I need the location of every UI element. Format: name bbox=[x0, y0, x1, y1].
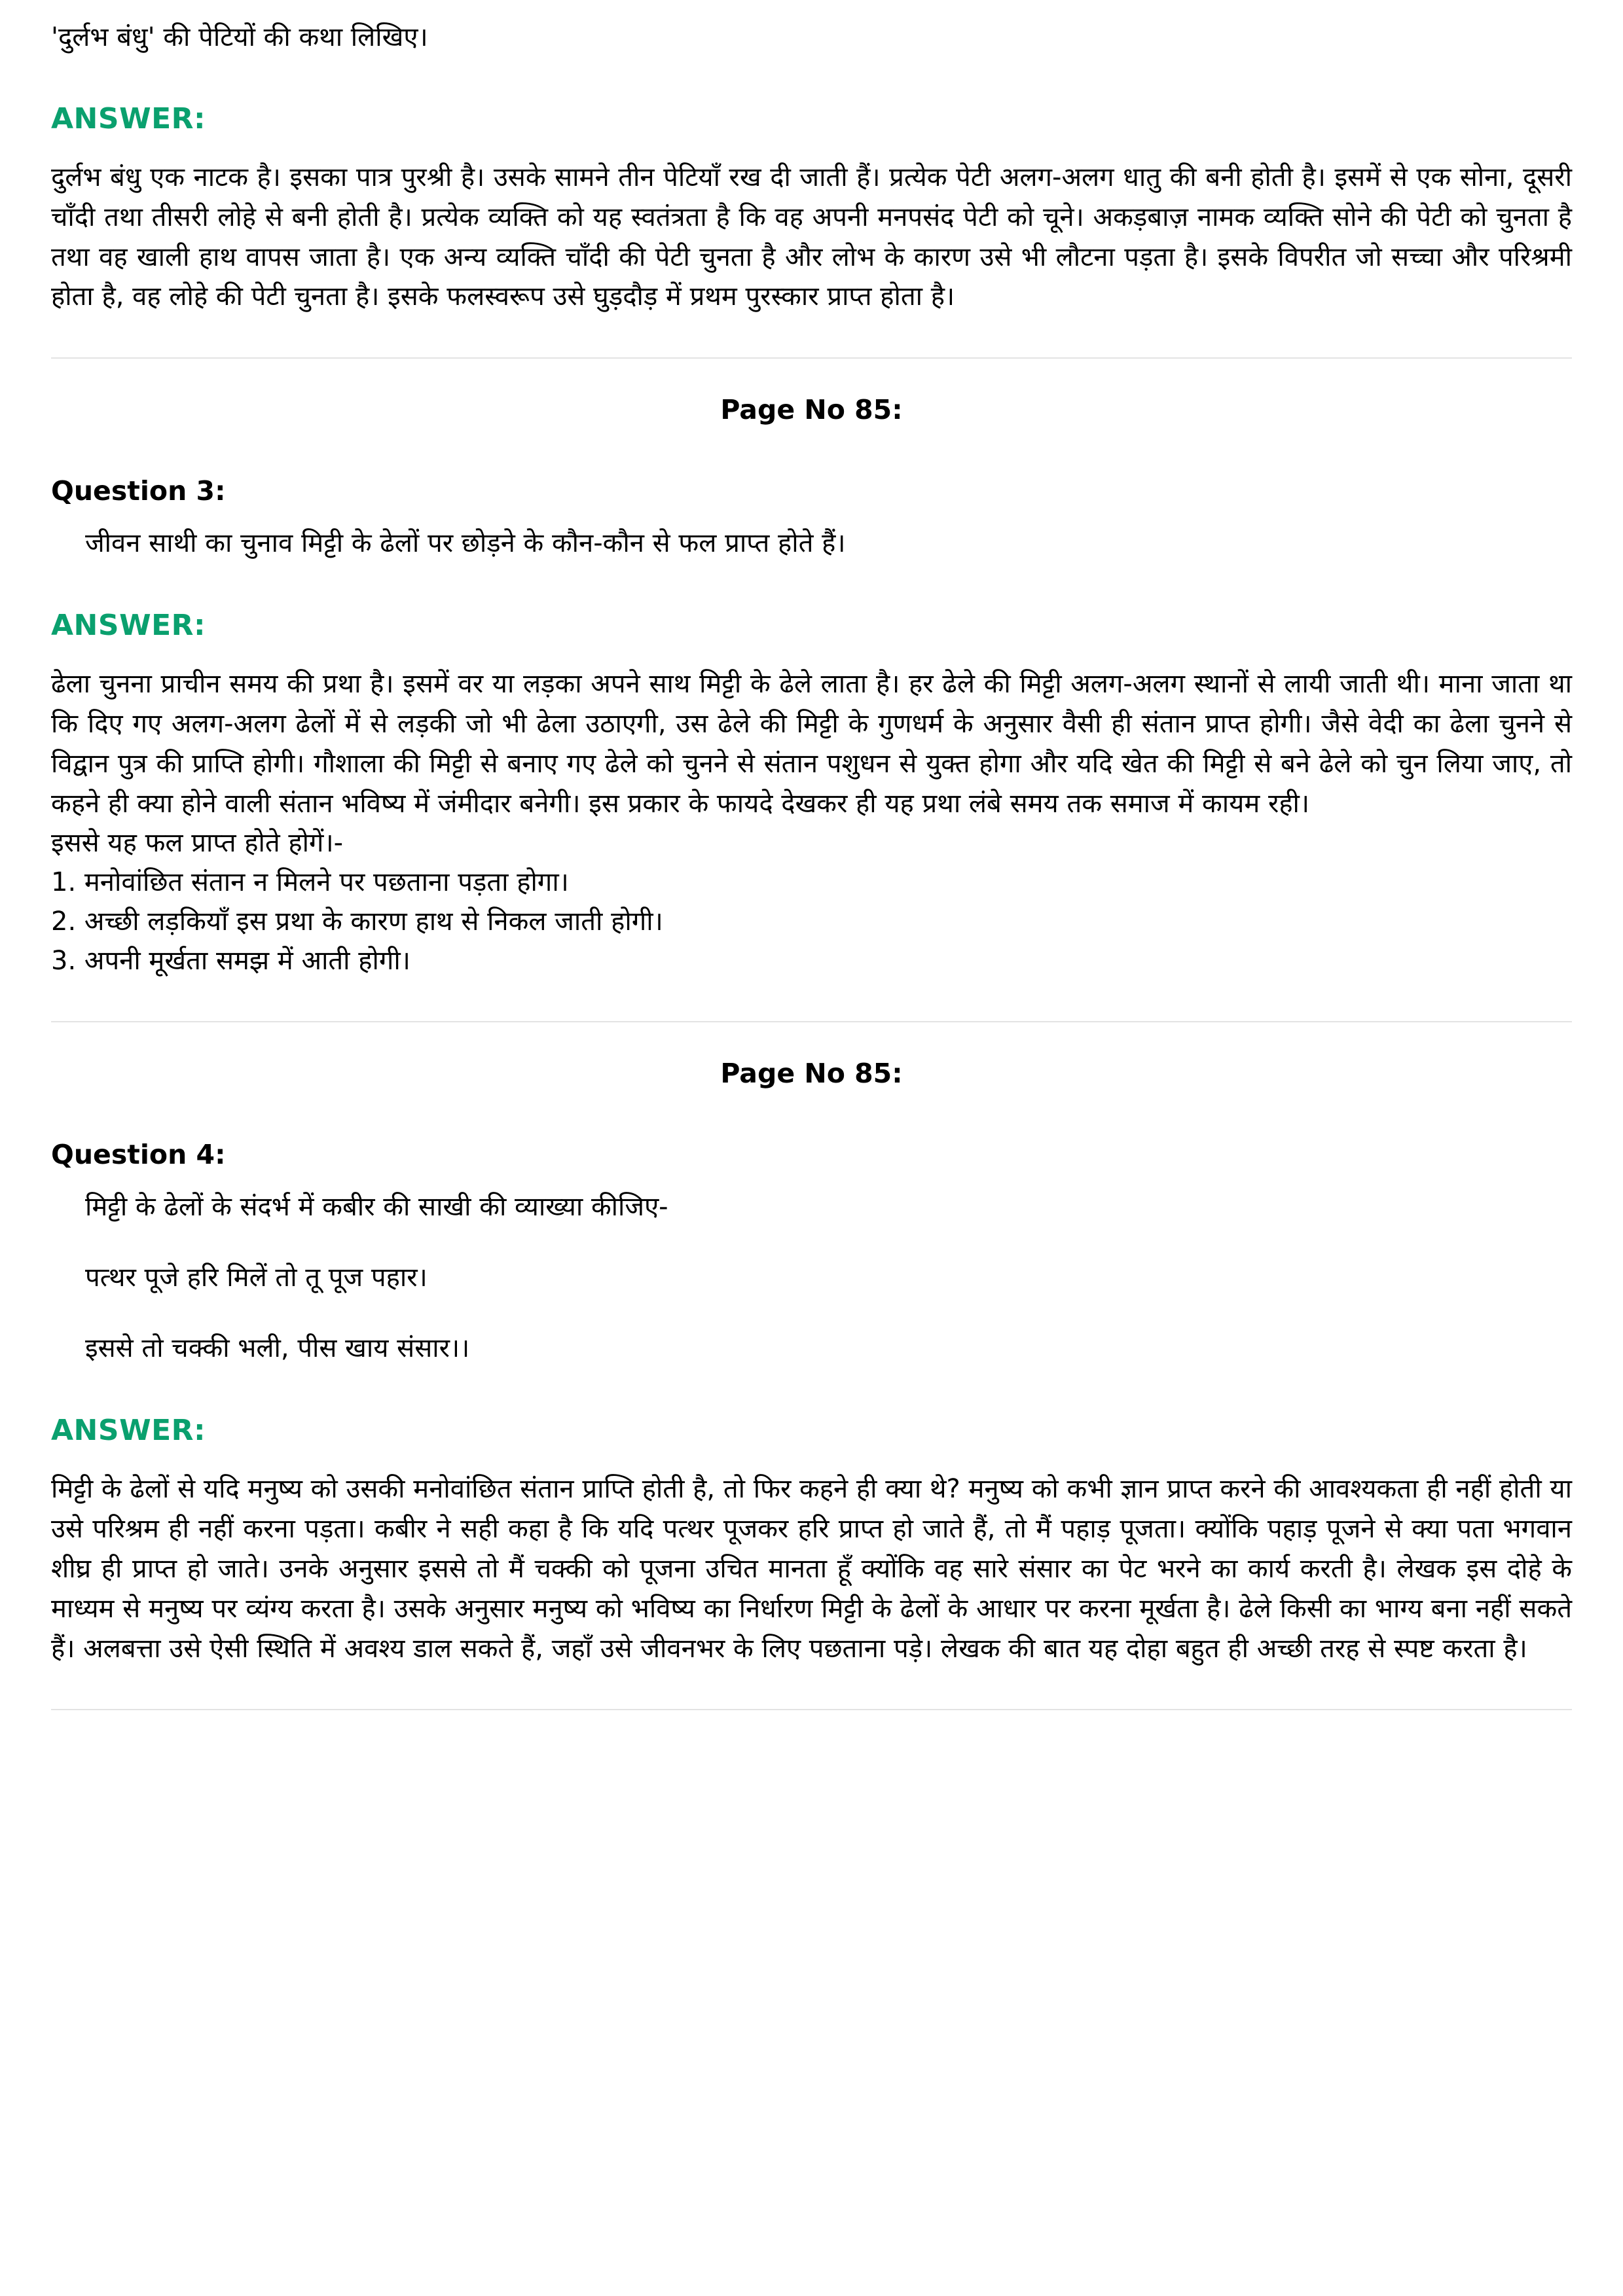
section-divider-2 bbox=[51, 1021, 1572, 1022]
qa-section-1 bbox=[51, 18, 1572, 317]
question-label-3: Question 4: bbox=[51, 1139, 226, 1171]
answer-line-2-2: 2. अच्छी लड़कियाँ इस प्रथा के कारण हाथ से निकल जाती होगी। bbox=[51, 906, 663, 937]
page-number-label-2: Page No 85: bbox=[720, 394, 903, 426]
answer-paragraph-3: मिट्टी के ढेलों से यदि मनुष्य को उसकी मनोवांछित संतान प्राप्ति होती है, तो फिर कहने ही क्या थे? मनुष्य को कभी ज्ञान प्राप्त करने की आवश्यकता ही नहीं होती या उसे परिश्रम ही नहीं करना पड़ता। कबीर ने सही कहा है कि यदि पत्थर पूजकर हरि प्राप्त हो जाते हैं, तो मैं पहाड़ पूजता। क्योंकि पहाड़ पूजने से क्या पता भगवान शीघ्र ही प्राप्त हो जाते। उनके अनुसार इससे तो मैं चक्की को पूजना उचित मानता हूँ क्योंकि वह सारे संसार का पेट भरने का कार्य करती है। लेखक इस दोहे के माध्यम से मनुष्य पर व्यंग्य करता है। उसके अनुसार मनुष्य को भविष्य का निर्धारण मिट्टी के ढेलों के आधार पर करना मूर्खता है। ढेले किसी का भाग्य बना नहीं सकते हैं। अलबत्ता उसे ऐसी स्थिति में अवश्य डाल सकते हैं, जहाँ उसे जीवनभर के लिए पछताना पड़े। लेखक की बात यह दोहा बहुत ही अच्छी तरह से स्पष्ट करता है। bbox=[51, 1474, 1572, 1664]
answer-label-1: ANSWER: bbox=[51, 102, 206, 135]
answer-line-2-0: इससे यह फल प्राप्त होते होगें।- bbox=[51, 828, 344, 859]
question-text-2: जीवन साथी का चुनाव मिट्टी के ढेलों पर छोड़ने के कौन-कौन से फल प्राप्त होते हैं। bbox=[85, 528, 846, 559]
question-text-3: मिट्टी के ढेलों के संदर्भ में कबीर की साखी की व्याख्या कीजिए- bbox=[85, 1192, 668, 1223]
answer-paragraph-1: दुर्लभ बंधु एक नाटक है। इसका पात्र पुरश्री है। उसके सामने तीन पेटियाँ रख दी जाती हैं। प्रत्येक पेटी अलग-अलग धातु की बनी होती है। इसमें से एक सोना, दूसरी चाँदी तथा तीसरी लोहे से बनी होती है। प्रत्येक व्यक्ति को यह स्वतंत्रता है कि वह अपनी मनपसंद पेटी को चूने। अकड़बाज़ नामक व्यक्ति सोने की पेटी को चुनता है तथा वह खाली हाथ वापस जाता है। एक अन्य व्यक्ति चाँदी की पेटी चुनता है और लोभ के कारण उसे भी लौटना पड़ता है। इसके विपरीत जो सच्चा और परिश्रमी होता है, वह लोहे की पेटी चुनता है। इसके फलस्वरूप उसे घुड़दौड़ में प्रथम पुरस्कार प्राप्त होता है। bbox=[51, 162, 1572, 312]
section-divider-3 bbox=[51, 1709, 1572, 1710]
question-label-2: Question 3: bbox=[51, 475, 226, 507]
answer-label-3: ANSWER: bbox=[51, 1414, 206, 1448]
question-text-1: 'दुर्लभ बंधु' की पेटियों की कथा लिखिए। bbox=[51, 22, 428, 52]
answer-paragraph-2: ढेला चुनना प्राचीन समय की प्रथा है। इसमें वर या लड़का अपने साथ मिट्टी के ढेले लाता है। हर ढेले की मिट्टी अलग-अलग स्थानों से लायी जाती थी। माना जाता था कि दिए गए अलग-अलग ढेलों में से लड़की जो भी ढेला उठाएगी, उस ढेले की मिट्टी के गुणधर्म के अनुसार वैसी ही संतान प्राप्त होगी। जैसे वेदी का ढेला चुनने से विद्वान पुत्र की प्राप्ति होगी। गौशाला की मिट्टी से बनाए गए ढेले को चुनने से संतान पशुधन से युक्त होगा और यदि खेत की मिट्टी से बने ढेले को चुन लिया जाए, तो कहने ही क्या होने वाली संतान भविष्य में जंमीदार बनेगी। इस प्रकार के फायदे देखकर ही यह प्रथा लंबे समय तक समाज में कायम रही। bbox=[51, 669, 1572, 819]
qa-section-3 bbox=[51, 1058, 1572, 1668]
answer-label-2: ANSWER: bbox=[51, 609, 206, 643]
verse-line-2: इससे तो चक्की भली, पीस खाय संसार।। bbox=[85, 1333, 470, 1364]
verse-line-1: पत्थर पूजे हरि मिलें तो तू पूज पहार। bbox=[85, 1263, 428, 1293]
section-divider-1 bbox=[51, 357, 1572, 359]
answer-line-2-3: 3. अपनी मूर्खता समझ में आती होगी। bbox=[51, 946, 410, 977]
qa-section-2 bbox=[51, 394, 1572, 980]
page-number-label-3: Page No 85: bbox=[720, 1058, 903, 1090]
answer-line-2-1: 1. मनोवांछित संतान न मिलने पर पछताना पड़ता होगा। bbox=[51, 867, 569, 898]
